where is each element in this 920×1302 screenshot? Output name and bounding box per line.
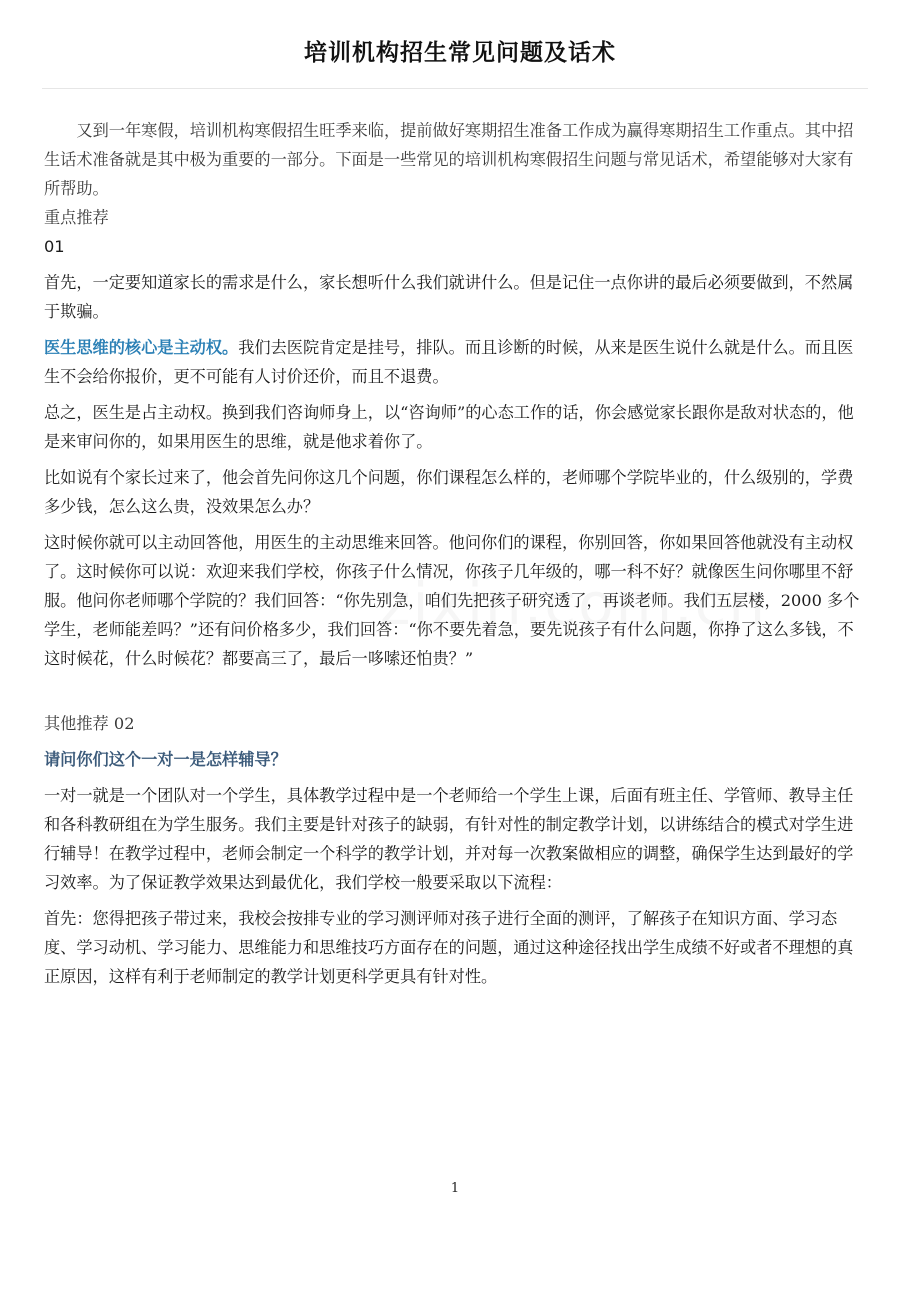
question-heading: 请问你们这个一对一是怎样辅导？: [44, 750, 287, 769]
paragraph-need: 首先，一定要知道家长的需求是什么，家长想听什么我们就讲什么。但是记住一点你讲的最后必须要做到，不然属于欺骗。: [44, 273, 854, 321]
paragraph-answer: 这时候你就可以主动回答他，用医生的主动思维来回答。他问你们的课程，你别回答，你如果回答他就没有主动权了。这时候你可以说：欢迎来我们学校，你孩子什么情况，你孩子几年级的，哪一科不好？就像医生问你哪里不舒服。他问你老师哪个学院的？我们回答：“你先别急，咱们先把孩子研究透了，再谈老师。我们五层楼，2000 多个学生，老师能差吗？”还有问价格多少，我们回答：“你不要先着急，要先说孩子有什么问题，你挣了这么多钱，不这时候花，什么时候花？都要高三了，最后一哆嗦还怕贵？”: [44, 533, 860, 668]
paragraph-doctor-rest: 我们去医院肯定是挂号，排队。而且诊断的时候，从来是医生说什么就是什么。而且医生不会给你报价，更不可能有人讨价还价，而且不退费。: [44, 338, 854, 386]
paragraph-example: 比如说有个家长过来了，他会首先问你这几个问题，你们课程怎么样的，老师哪个学院毕业的，什么级别的，学费多少钱，怎么这么贵，没效果怎么办？: [44, 468, 854, 516]
document-title: 培训机构招生常见问题及话术: [304, 39, 616, 66]
paragraph-first-step: 首先：您得把孩子带过来，我校会按排专业的学习测评师对孩子进行全面的测评，了解孩子在知识方面、学习态度、学习动机、学习能力、思维能力和思维技巧方面存在的问题，通过这种途径找出学生成绩不好或者不理想的真正原因，这样有利于老师制定的教学计划更科学更具有针对性。: [44, 909, 854, 986]
title-divider: [42, 88, 868, 89]
intro-paragraph: 又到一年寒假，培训机构寒假招生旺季来临，提前做好寒期招生准备工作成为赢得寒期招生工作重点。其中招生话术准备就是其中极为重要的一部分。下面是一些常见的培训机构寒假招生问题与常见话术，希望能够对大家有所帮助。: [44, 121, 854, 198]
section-label-other-recommend: 其他推荐 02: [44, 714, 135, 733]
highlight-phrase: 医生思维的核心是主动权。: [44, 338, 239, 357]
section-label-key-recommend: 重点推荐: [44, 208, 109, 227]
section-number: 01: [44, 237, 65, 256]
page-number: 1: [450, 1181, 460, 1196]
paragraph-summary: 总之，医生是占主动权。换到我们咨询师身上，以“咨询师”的心态工作的话，你会感觉家长跟你是敌对状态的，他是来审问你的，如果用医生的思维，就是他求着你了。: [44, 403, 854, 451]
document-body: [44, 116, 862, 991]
paragraph-one-on-one: 一对一就是一个团队对一个学生，具体教学过程中是一个老师给一个学生上课，后面有班主任、学管师、教导主任和各科教研组在为学生服务。我们主要是针对孩子的缺弱，有针对性的制定教学计划，以讲练结合的模式对学生进行辅导！在教学过程中，老师会制定一个科学的教学计划，并对每一次教案做相应的调整，确保学生达到最好的学习效率。为了保证教学效果达到最优化，我们学校一般要采取以下流程：: [44, 786, 854, 892]
paragraph-doctor-thinking: [44, 333, 862, 391]
